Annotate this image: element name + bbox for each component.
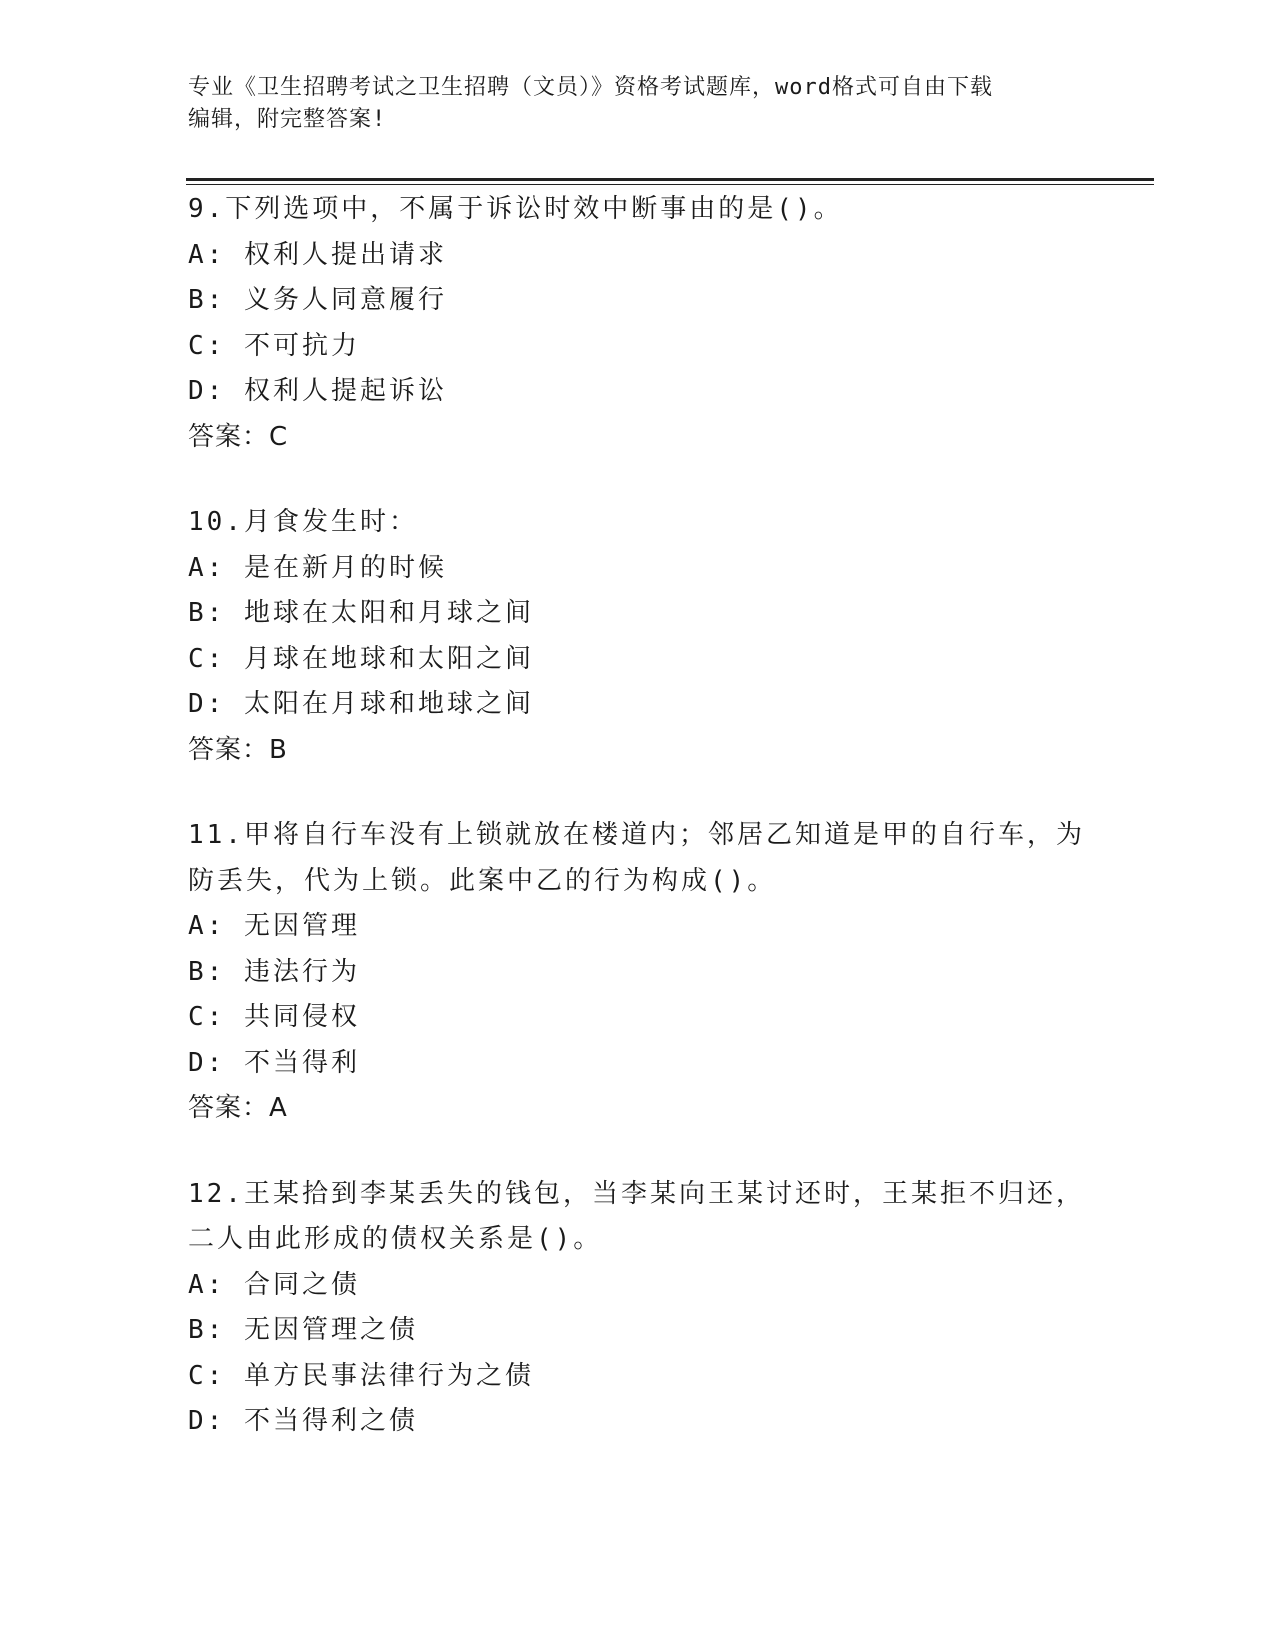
question-list [188,187,1088,1485]
question-text-line-2: 防丢失，代为上锁。此案中乙的行为构成()。 [188,865,777,896]
question-text-line-1: 11.甲将自行车没有上锁就放在楼道内；邻居乙知道是甲的自行车，为 [188,820,1085,850]
question-text: 9.下列选项中，不属于诉讼时效中断事由的是()。 [188,194,843,224]
header-divider-thick [186,178,1154,181]
option-d: D: 不当得利 [188,1047,360,1078]
question-10 [188,500,1088,773]
option-d: D: 太阳在月球和地球之间 [188,689,534,719]
question-text: 10.月食发生时： [188,507,418,537]
option-c: C: 单方民事法律行为之债 [188,1360,534,1391]
header-divider-thin [186,184,1154,185]
option-d: D: 权利人提起诉讼 [188,376,447,406]
option-a: A: 无因管理 [188,911,360,941]
question-11 [188,813,1088,1132]
question-9 [188,187,1088,460]
answer-text: 答案：C [188,421,289,452]
header-line-2: 编辑，附完整答案! [188,107,387,132]
option-d: D: 不当得利之债 [188,1406,418,1436]
question-text-line-2: 二人由此形成的债权关系是()。 [188,1224,603,1254]
document-header [188,72,1088,136]
option-b: B: 违法行为 [188,956,360,987]
option-a: A: 合同之债 [188,1269,360,1300]
header-line-1: 专业《卫生招聘考试之卫生招聘（文员）》资格考试题库，word格式可自由下载 [188,75,993,100]
option-b: B: 义务人同意履行 [188,285,447,315]
answer-text: 答案：B [188,734,288,765]
answer-text: 答案：A [188,1093,288,1123]
question-text-line-1: 12.王某拾到李某丢失的钱包，当李某向王某讨还时，王某拒不归还， [188,1178,1085,1209]
option-b: B: 地球在太阳和月球之间 [188,598,534,628]
option-a: A: 是在新月的时候 [188,552,447,583]
option-c: C: 共同侵权 [188,1002,360,1032]
question-12 [188,1172,1088,1445]
option-c: C: 不可抗力 [188,330,360,361]
option-b: B: 无因管理之债 [188,1315,418,1345]
option-a: A: 权利人提出请求 [188,239,447,270]
option-c: C: 月球在地球和太阳之间 [188,643,534,674]
